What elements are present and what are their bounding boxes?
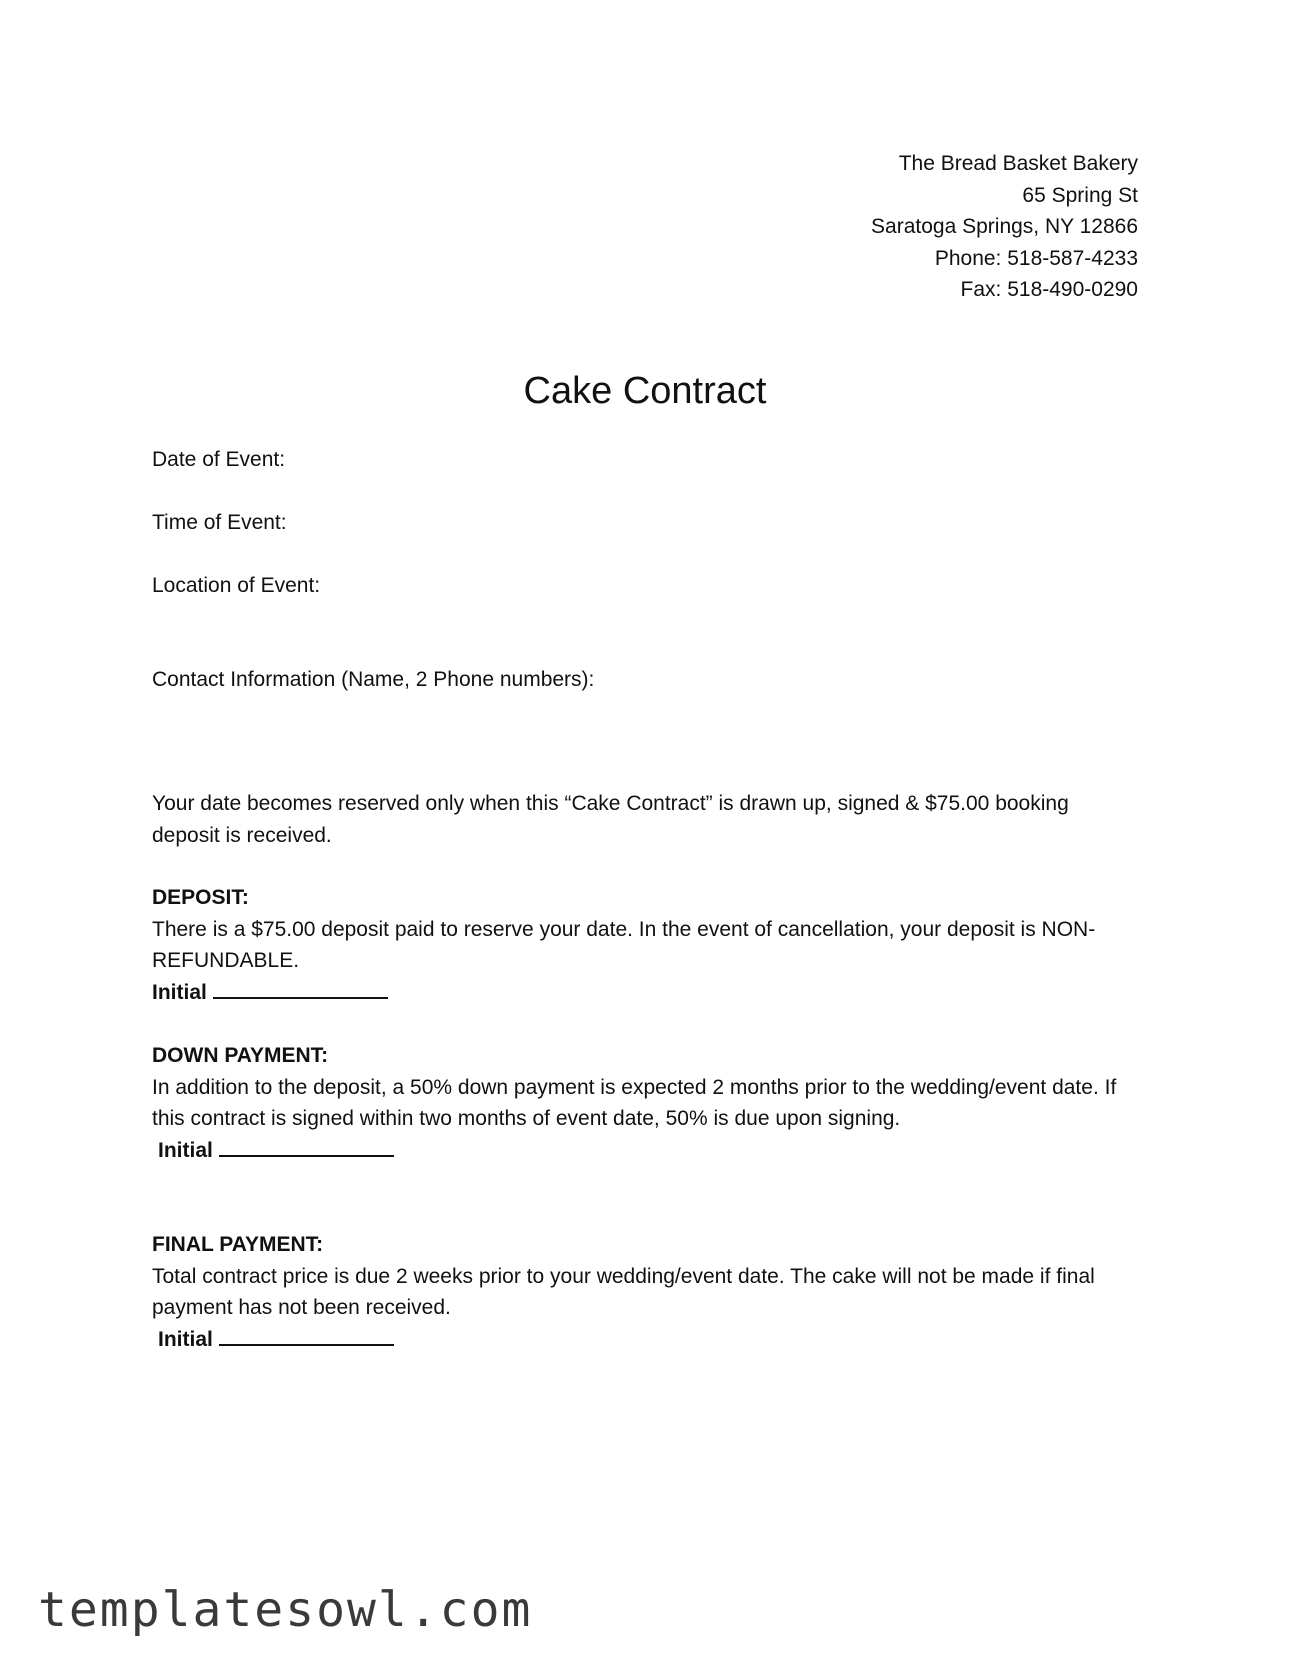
final-payment-initial-line[interactable] (219, 1324, 394, 1346)
final-payment-initial-row (152, 1324, 1137, 1356)
deposit-initial-row (152, 977, 1137, 1009)
section-down-payment (152, 1040, 1137, 1166)
down-payment-initial-line[interactable] (219, 1135, 394, 1157)
final-payment-heading: FINAL PAYMENT: (152, 1233, 324, 1256)
document-title: Cake Contract (523, 370, 767, 412)
section-final-payment (152, 1229, 1137, 1355)
final-payment-initial-label: Initial (158, 1327, 213, 1351)
field-location-of-event: Location of Event: (152, 574, 321, 597)
section-deposit (152, 882, 1137, 1008)
business-city: Saratoga Springs, NY 12866 (871, 215, 1138, 238)
business-street: 65 Spring St (1022, 183, 1138, 207)
final-payment-text: Total contract price is due 2 weeks prior to your wedding/event date. The cake will not be made if final payment has not been received. (152, 1264, 1095, 1319)
business-fax: Fax: 518-490-0290 (960, 278, 1138, 301)
down-payment-initial-row (152, 1135, 1137, 1167)
down-payment-initial-label: Initial (158, 1138, 213, 1162)
deposit-initial-label: Initial (152, 980, 207, 1004)
deposit-text: There is a $75.00 deposit paid to reserve your date. In the event of cancellation, your deposit is NON-REFUNDABLE. (152, 917, 1096, 972)
intro-paragraph: Your date becomes reserved only when this “Cake Contract” is drawn up, signed & $75.00 booking deposit is received. (152, 792, 1069, 847)
business-phone: Phone: 518-587-4233 (934, 246, 1138, 270)
field-date-of-event: Date of Event: (152, 448, 286, 471)
deposit-initial-line[interactable] (213, 977, 388, 999)
down-payment-heading: DOWN PAYMENT: (152, 1044, 329, 1067)
deposit-heading: DEPOSIT: (152, 886, 249, 909)
field-contact-information: Contact Information (Name, 2 Phone numbers): (152, 668, 595, 691)
down-payment-text: In addition to the deposit, a 50% down payment is expected 2 months prior to the wedding/event date. If this contract is signed within two months of event date, 50% is due upon signing. (152, 1075, 1117, 1130)
business-address-block (871, 148, 1138, 306)
watermark: templatesowl.com (38, 1582, 533, 1638)
business-name: The Bread Basket Bakery (898, 152, 1138, 175)
field-time-of-event: Time of Event: (152, 511, 287, 534)
